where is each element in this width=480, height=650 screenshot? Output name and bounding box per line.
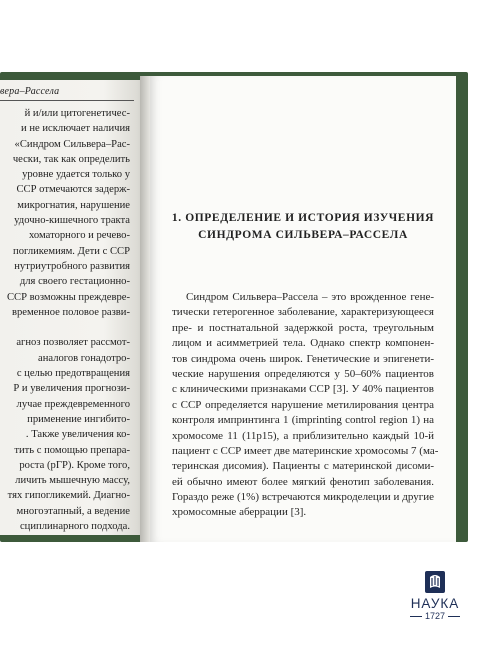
left-page-line: ССР возможны преждевре- xyxy=(6,291,130,303)
paragraph-line: ей обычно имеют более мягкий фенотип заболевания. xyxy=(172,475,434,488)
left-page-line: нутриутробного развития xyxy=(14,260,130,272)
paragraph-line: контроля импринтинга 1 (imprinting control region 1) на xyxy=(172,414,434,427)
paragraph-line: теринская дисомия). Пациенты с материнской дисоми- xyxy=(172,460,434,473)
left-page-line: временное половое разви- xyxy=(11,306,130,318)
left-page-line: чески, так как определить xyxy=(12,153,130,165)
publisher-year: 1727 xyxy=(402,611,468,622)
left-page-line: многоэтапный, а ведение xyxy=(16,505,130,517)
left-page-line: личить мышечную массу, xyxy=(15,475,130,487)
publisher-logo xyxy=(402,570,468,640)
paragraph-line: Гораздо реже (1%) встречаются микроделеции и другие xyxy=(172,491,434,504)
left-page-line: ССР отмечаются задерж- xyxy=(16,184,130,196)
left-page-line: агноз позволяет рассмот- xyxy=(16,337,130,349)
left-page-line: сциплинарного подхода. xyxy=(19,521,130,533)
left-page-line: тить с помощью препара- xyxy=(14,444,130,456)
chapter-title xyxy=(150,210,456,244)
paragraph-line: лицом и асимметрией тела. Однако спектр компонен- xyxy=(172,337,434,350)
paragraph-line: тов синдрома очень широк. Генетические и эпигенети- xyxy=(172,352,434,365)
left-page-header: вера–Рассела xyxy=(0,86,60,97)
left-page-line: микрогнатия, нарушение xyxy=(17,199,130,211)
nauka-emblem-icon xyxy=(424,570,446,594)
paragraph-line: тически гетерогенное заболевание, характеризующееся xyxy=(172,306,434,319)
paragraph-line: хромосоме 11 (11p15), а приблизительно каждый 10-й xyxy=(172,429,434,442)
left-page-line: с целью предотвращения xyxy=(16,368,130,380)
chapter-paragraph xyxy=(172,290,439,521)
chapter-title-line-1: 1. ОПРЕДЕЛЕНИЕ И ИСТОРИЯ ИЗУЧЕНИЯ xyxy=(171,212,435,224)
left-page-line: «Синдром Сильвера–Рас- xyxy=(14,138,130,150)
header-rule xyxy=(0,100,134,101)
left-page-line: удочно-кишечного тракта xyxy=(14,215,130,227)
chapter-title-line-2: СИНДРОМА СИЛЬВЕРА–РАССЕЛА xyxy=(198,229,408,241)
left-page-line: роста (рГР). Кроме того, xyxy=(19,459,130,471)
left-page-line: применение ингибито- xyxy=(27,413,130,425)
paragraph-line: ческие нарушения определяются у 50–60% пациентов xyxy=(172,367,434,380)
left-page-line: аналогов гонадотро- xyxy=(38,352,130,364)
left-page-line: хоматорного и речево- xyxy=(29,230,130,242)
left-page-line: уровне удается только у xyxy=(22,169,130,181)
left-page-line xyxy=(0,320,130,335)
left-page-text xyxy=(0,106,148,534)
paragraph-line: Синдром Сильвера–Рассела – это врожденное гене- xyxy=(186,291,434,303)
left-page-line: тях гипогликемий. Диагно- xyxy=(7,490,130,502)
left-page-line: . Также увеличения ко- xyxy=(25,429,130,441)
left-page-line: погликемиям. Дети с ССР xyxy=(13,245,130,257)
paragraph-line: с ССР определяется нарушение метилирования центра xyxy=(172,398,434,411)
paragraph-line: с клиническими признаками ССР [3]. У 40% пациентов xyxy=(172,383,434,396)
left-page-line: Р и увеличения прогнози- xyxy=(13,383,130,395)
right-page xyxy=(150,76,456,542)
paragraph-line: пациент с ССР имеет две материнские хромосомы 7 (ма- xyxy=(172,444,439,457)
left-page-line: й и/или цитогенетичес- xyxy=(24,108,130,119)
left-page-line: лучае преждевременного xyxy=(16,398,130,410)
paragraph-line: пре- и постнатальной задержкой роста, треугольным xyxy=(172,321,434,334)
left-page-line: для своего гестационно- xyxy=(19,276,130,288)
left-page xyxy=(0,80,148,535)
left-page-line: и не исключает наличия xyxy=(21,123,130,135)
paragraph-line: хромосомные аберрации [3]. xyxy=(172,506,307,519)
publisher-name: НАУКА xyxy=(410,596,460,611)
